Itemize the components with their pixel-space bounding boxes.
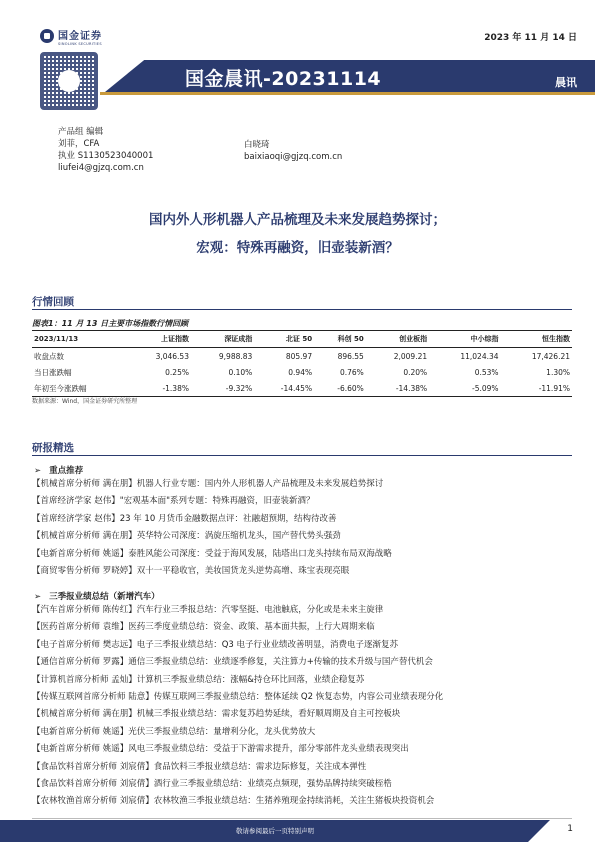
table-cell: 805.97 <box>285 351 313 361</box>
list-item[interactable]: 【电新首席分析师 姚遥】风电三季报业绩总结：受益于下游需求提升，部分零部件龙头业绩表现突出 <box>32 744 409 755</box>
table-header-row <box>32 331 572 348</box>
qr-center-badge <box>58 70 80 92</box>
author-primary <box>58 126 153 174</box>
table-cell: 0.53% <box>474 367 499 377</box>
col-header: 中小综指 <box>429 331 500 348</box>
table-cell: -14.45% <box>254 380 314 397</box>
table-source-note: 数据来源：Wind，国金证券研究所整理 <box>32 398 138 405</box>
section-divider <box>32 309 572 310</box>
table-cell: -9.32% <box>191 380 254 397</box>
list-item[interactable]: 【食品饮料首席分析师 刘宸倩】食品饮料三季报业绩总结：需求边际修复，关注成本弹性 <box>32 761 367 772</box>
report-header <box>0 0 595 118</box>
table-cell: 9,988.83 <box>218 351 253 361</box>
table-cell: 0.25% <box>165 367 189 377</box>
list-item[interactable]: 【食品饮料首席分析师 刘宸倩】酒行业三季报业绩总结：业绩亮点频现，强势品牌持续突破桎梏 <box>32 779 392 790</box>
market-index-table <box>32 330 572 397</box>
report-date: 2023 年 11 月 14 日 <box>484 33 577 43</box>
report-type-tag: 晨讯 <box>555 76 577 89</box>
subhead-key-recommend <box>34 464 83 476</box>
table-cell: -11.91% <box>501 380 572 397</box>
author-secondary <box>244 139 342 163</box>
list-item[interactable]: 【汽车首席分析师 陈传红】汽车行业三季报总结：汽零坚挺、电池触底，分化或是未来主旋律 <box>32 605 384 615</box>
table-row <box>32 380 572 397</box>
subhead-label: 重点推荐 <box>49 466 84 476</box>
table-cell: 2,009.21 <box>393 351 428 361</box>
table-cell: -6.60% <box>314 380 366 397</box>
row-label: 收盘点数 <box>34 351 64 361</box>
author2-email: baixiaoqi@gjzq.com.cn <box>244 152 343 162</box>
subhead-q3-summary <box>34 590 160 602</box>
section-divider <box>32 455 572 456</box>
section-research-picks: 研报精选 <box>32 442 74 454</box>
list-item[interactable]: 【计算机首席分析师 孟灿】计算机三季报业绩总结：涨幅&持仓环比回落，业绩企稳复苏 <box>32 674 365 685</box>
headline-line-1: 国内外人形机器人产品梳理及未来发展趋势探讨； <box>149 212 446 228</box>
table-cell: -1.38% <box>128 380 191 397</box>
table-cell: 0.20% <box>403 367 428 377</box>
figure-title: 图表1：11 月 13 日主要市场指数行情回顾 <box>32 319 189 328</box>
logo-cn: 国金证券 <box>58 30 102 42</box>
table-cell: 3,046.53 <box>155 351 189 361</box>
col-header: 恒生指数 <box>501 331 572 348</box>
table-cell: -14.38% <box>366 380 429 397</box>
key-recommend-list <box>32 476 392 580</box>
title-accent-line <box>100 92 595 95</box>
table-cell: 0.76% <box>339 367 364 377</box>
logo-mark-icon <box>40 29 54 43</box>
list-item[interactable]: 【首席经济学家 赵伟】23 年 10 月货币金融数据点评：社融超预期，结构待改善 <box>32 513 337 524</box>
table-row <box>32 364 572 380</box>
report-title: 国金晨讯-20231114 <box>185 68 382 90</box>
list-item[interactable]: 【通信首席分析师 罗露】通信三季报业绩总结：业绩逐季修复，关注算力+传输的技术升级与国产替代机会 <box>32 657 433 668</box>
col-header: 北证 50 <box>254 331 314 348</box>
row-label: 当日涨跌幅 <box>34 367 72 377</box>
row-label: 年初至今涨跌幅 <box>32 380 128 397</box>
table-cell: -5.09% <box>429 380 500 397</box>
col-header: 创业板指 <box>366 331 429 348</box>
list-item[interactable]: 【农林牧渔首席分析师 刘宸倩】农林牧渔三季报业绩总结：生猪养殖现金持续消耗，关注生猪板块投资机会 <box>32 796 435 807</box>
col-header: 深证成指 <box>191 331 254 348</box>
author-role: 产品组 编辑 <box>58 127 104 137</box>
list-item[interactable]: 【商贸零售分析师 罗晓婷】双十一平稳收官，美妆国货龙头逆势高增、珠宝表现亮眼 <box>32 566 350 577</box>
col-header: 上证指数 <box>128 331 191 348</box>
table-cell: 11,024.34 <box>460 351 499 361</box>
author-name: 刘菲，CFA <box>58 139 100 149</box>
arrow-icon: ➢ <box>34 592 42 602</box>
table-cell: 896.55 <box>337 351 364 361</box>
arrow-icon: ➢ <box>34 466 42 476</box>
col-date: 2023/11/13 <box>32 331 128 348</box>
table-cell: 1.30% <box>546 367 570 377</box>
list-item[interactable]: 【电新首席分析师 姚遥】泰胜风能公司深度：受益于海风发展，陆塔出口龙头持续布局双海战略 <box>32 548 392 559</box>
list-item[interactable]: 【首席经济学家 赵伟】"宏观基本面"系列专题：特殊再融资，旧壶装新酒？ <box>32 496 315 507</box>
list-item[interactable]: 【电子首席分析师 樊志远】电子三季报业绩总结：Q3 电子行业业绩改善明显，消费电子逐渐复苏 <box>32 639 399 650</box>
col-header: 科创 50 <box>314 331 366 348</box>
page-number: 1 <box>567 824 573 834</box>
logo-en: SINOLINK SECURITIES <box>58 41 102 46</box>
section-market-review: 行情回顾 <box>32 296 74 308</box>
author-email: liufei4@gjzq.com.cn <box>58 163 144 173</box>
headline-line-2: 宏观：特殊再融资，旧壶装新酒？ <box>196 240 399 256</box>
list-item[interactable]: 【机械首席分析师 满在朋】机械三季报业绩总结：需求复苏趋势延续，看好顺周期及自主可控板块 <box>32 709 401 720</box>
list-item[interactable]: 【电新首席分析师 姚遥】光伏三季报业绩总结：量增利分化，龙头优势放大 <box>32 726 316 737</box>
q3-summary-list <box>32 602 443 811</box>
list-item[interactable]: 【机械首席分析师 满在朋】英华特公司深度：涡旋压缩机龙头，国产替代势头强劲 <box>32 531 341 542</box>
table-cell: 0.94% <box>288 367 313 377</box>
list-item[interactable]: 【医药首席分析师 袁维】医药三季度业绩总结：资金、政策、基本面共振，上行大周期来临 <box>32 622 375 633</box>
author-license: 执业 S1130523040001 <box>58 151 154 161</box>
table-cell: 0.10% <box>228 367 253 377</box>
subhead-label: 三季报业绩总结（新增汽车） <box>49 592 160 602</box>
list-item[interactable]: 【机械首席分析师 满在朋】机器人行业专题：国内外人形机器人产品梳理及未来发展趋势探讨 <box>32 479 384 489</box>
author2-name: 白晓琦 <box>244 140 270 150</box>
list-item[interactable]: 【传媒互联网首席分析师 陆意】传媒互联网三季报业绩总结：整体延续 Q2 恢复态势，内容公司业绩表现分化 <box>32 692 444 703</box>
footer-divider <box>32 818 572 819</box>
company-logo <box>40 24 130 48</box>
table-row <box>32 348 572 365</box>
footer-disclaimer: 敬请参阅最后一页特别声明 <box>236 827 314 835</box>
table-cell: 17,426.21 <box>531 351 570 361</box>
